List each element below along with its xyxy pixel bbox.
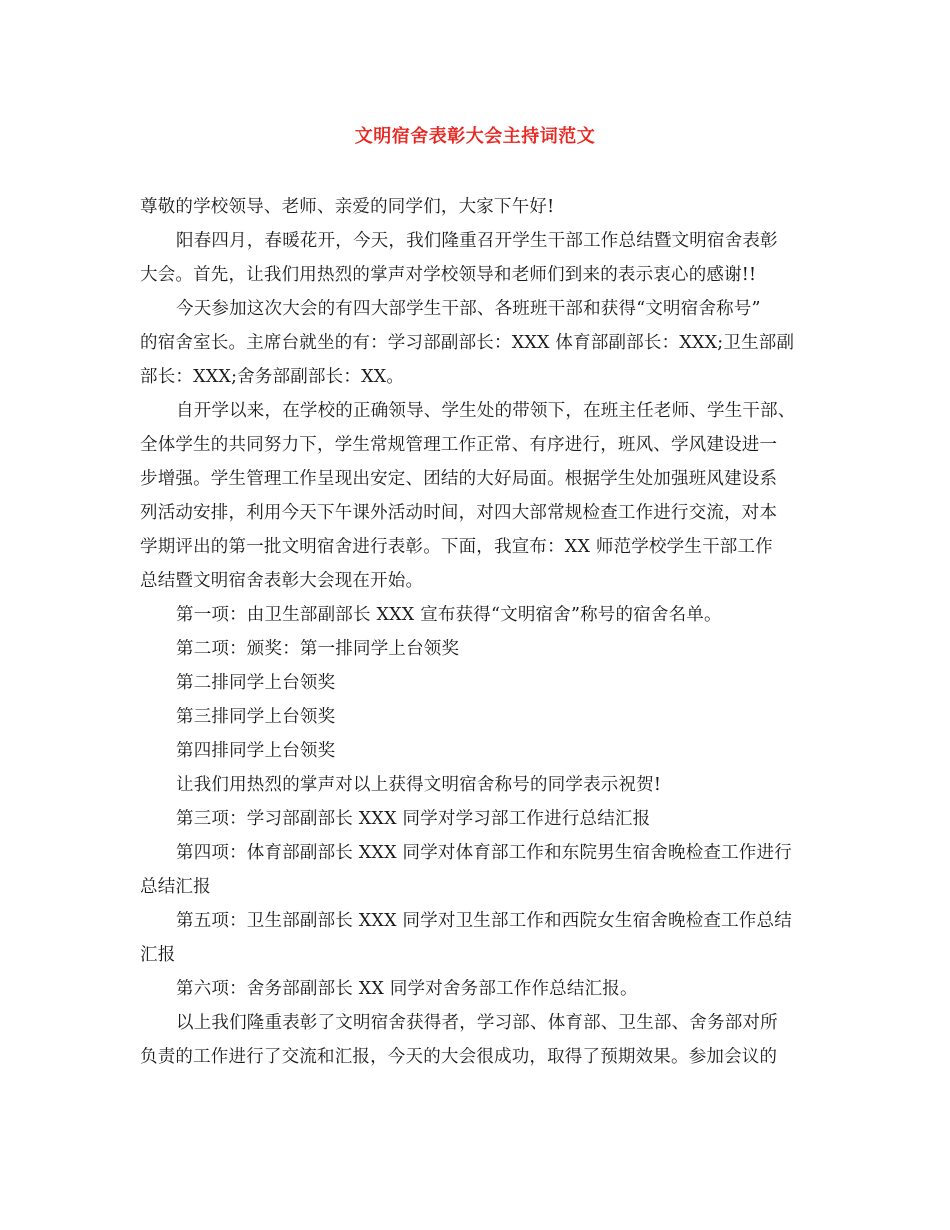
paragraph-line: 负责的工作进行了交流和汇报，今天的大会很成功，取得了预期效果。参加会议的 xyxy=(140,1047,778,1067)
paragraph-line: 第一项：由卫生部副部长 XXX 宣布获得“文明宿舍”称号的宿舍名单。 xyxy=(176,605,722,625)
paragraph-line: 第三项：学习部副部长 XXX 同学对学习部工作进行总结汇报 xyxy=(176,809,651,829)
paragraph-line: 总结暨文明宿舍表彰大会现在开始。 xyxy=(140,571,424,591)
paragraph-line: 汇报 xyxy=(140,945,176,965)
paragraph-line: 学期评出的第一批文明宿舍进行表彰。下面，我宣布：XX 师范学校学生干部工作 xyxy=(140,537,773,557)
paragraph-line: 让我们用热烈的掌声对以上获得文明宿舍称号的同学表示祝贺! xyxy=(176,775,662,795)
paragraph-line: 尊敬的学校领导、老师、亲爱的同学们，大家下午好! xyxy=(140,197,555,217)
paragraph-line: 全体学生的共同努力下，学生常规管理工作正常、有序进行，班风、学风建设进一 xyxy=(140,435,778,455)
paragraph-line: 列活动安排，利用今天下午课外活动时间，对四大部常规检查工作进行交流，对本 xyxy=(140,503,778,523)
paragraph-line: 第四项：体育部副部长 XXX 同学对体育部工作和东院男生宿舍晚检查工作进行 xyxy=(176,843,792,863)
paragraph-line: 以上我们隆重表彰了文明宿舍获得者，学习部、体育部、卫生部、舍务部对所 xyxy=(176,1013,778,1033)
paragraph-line: 阳春四月，春暖花开，今天，我们隆重召开学生干部工作总结暨文明宿舍表彰 xyxy=(176,231,778,251)
paragraph-line: 的宿舍室长。主席台就坐的有：学习部副部长：XXX 体育部副部长：XXX;卫生部副 xyxy=(140,333,795,353)
paragraph-line: 第二项：颁奖：第一排同学上台领奖 xyxy=(176,639,460,659)
paragraph-line: 自开学以来，在学校的正确领导、学生处的带领下，在班主任老师、学生干部、 xyxy=(176,401,796,421)
paragraph-line: 第六项：舍务部副部长 XX 同学对舍务部工作作总结汇报。 xyxy=(176,979,638,999)
document-title: 文明宿舍表彰大会主持词范文 xyxy=(354,126,596,147)
document-body xyxy=(140,190,830,1074)
paragraph-line: 第四排同学上台领奖 xyxy=(176,741,336,761)
paragraph-line: 第三排同学上台领奖 xyxy=(176,707,336,727)
paragraph-line: 大会。首先，让我们用热烈的掌声对学校领导和老师们到来的表示衷心的感谢!! xyxy=(140,265,757,285)
paragraph-line: 今天参加这次大会的有四大部学生干部、各班班干部和获得“文明宿舍称号” xyxy=(176,299,761,319)
paragraph-line: 步增强。学生管理工作呈现出安定、团结的大好局面。根据学生处加强班风建设系 xyxy=(140,469,778,489)
paragraph-line: 第五项：卫生部副部长 XXX 同学对卫生部工作和西院女生宿舍晚检查工作总结 xyxy=(176,911,792,931)
paragraph-line: 第二排同学上台领奖 xyxy=(176,673,336,693)
paragraph-line: 部长：XXX;舍务部副部长：XX。 xyxy=(140,367,405,387)
paragraph-line: 总结汇报 xyxy=(140,877,211,897)
